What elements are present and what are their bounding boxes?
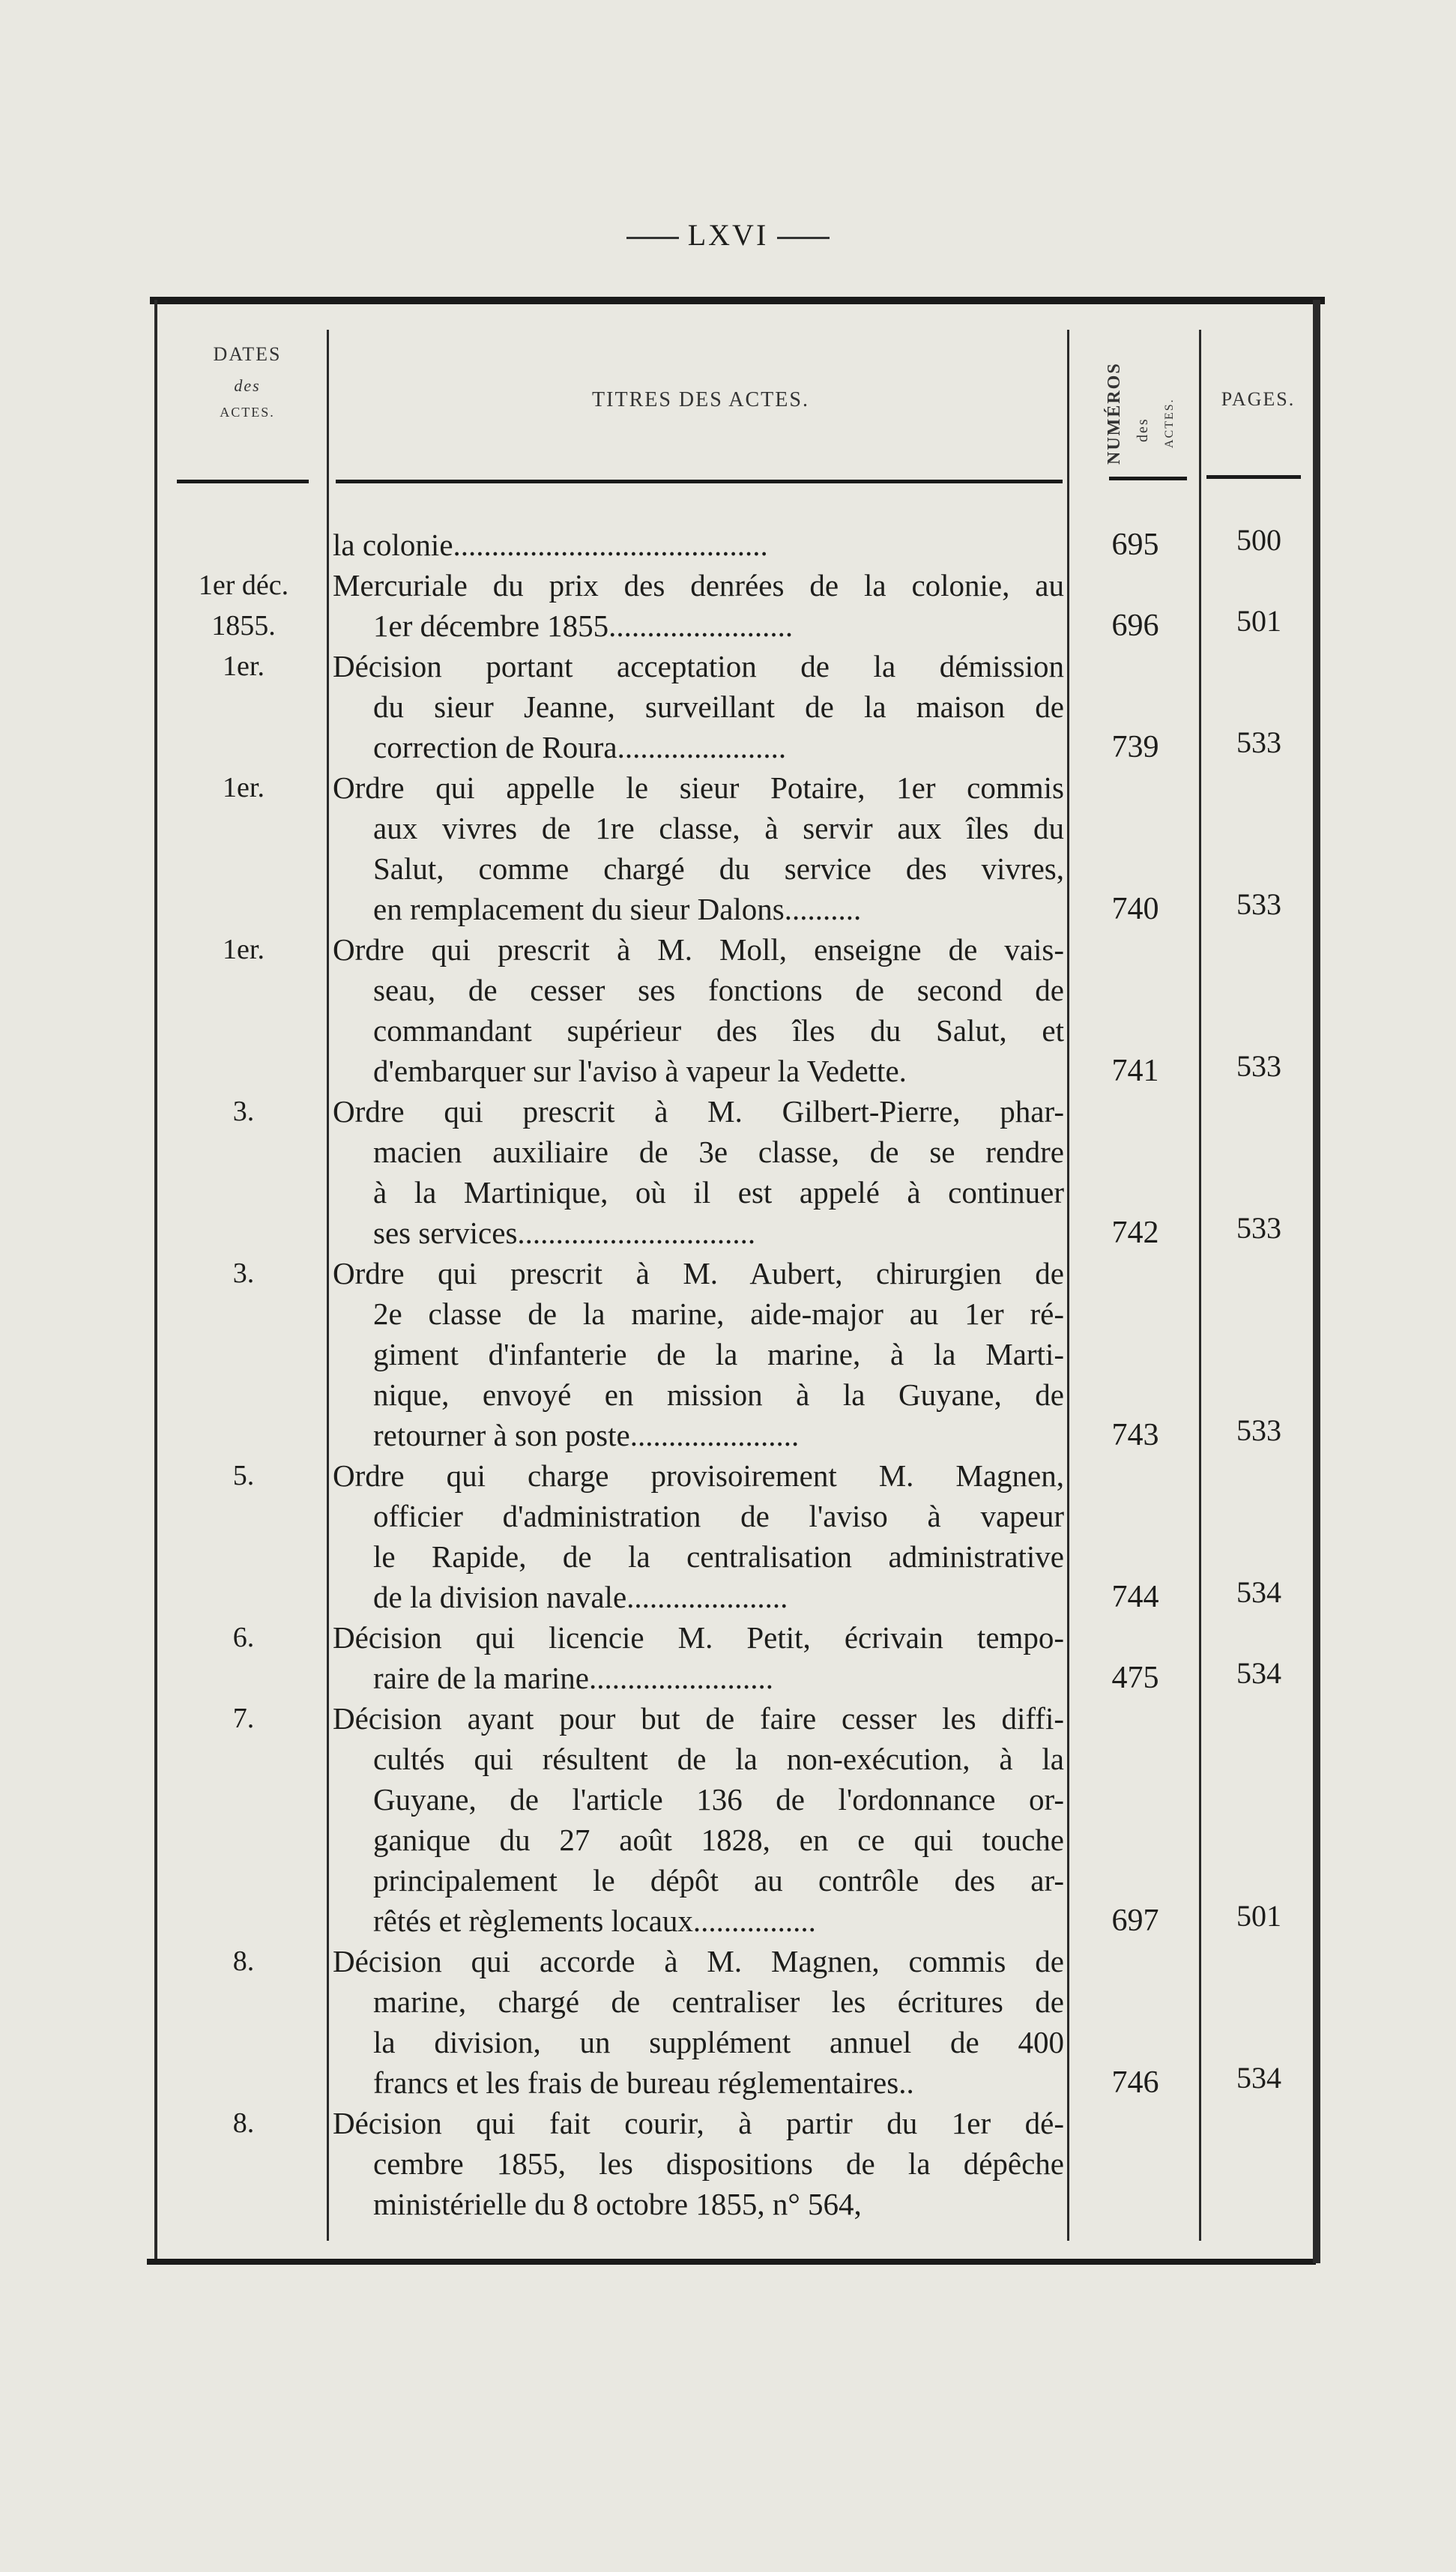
right-border: [1313, 300, 1320, 2263]
divider-numero-page: [1199, 330, 1201, 2241]
page-number: LXVI: [687, 218, 769, 252]
entry-title-line: ministérielle du 8 octobre 1855, n° 564,: [373, 2187, 862, 2221]
entry-page: 534: [1236, 1656, 1281, 1690]
entry-title-line: Décision qui accorde à M. Magnen, commis de: [333, 1944, 1064, 1978]
header-dash-left: [626, 237, 679, 239]
entry-date: 8.: [232, 2107, 255, 2139]
entry-date: 1er.: [223, 772, 265, 803]
page-header: [0, 217, 1456, 253]
entry-page: 534: [1236, 2061, 1281, 2095]
entry-title-line: correction de Roura......................: [373, 730, 787, 764]
column-header-pages: PAGES.: [1221, 388, 1296, 410]
entry-date: 7.: [232, 1703, 255, 1734]
entry-title-line: marine, chargé de centraliser les écritures de: [373, 1984, 1064, 2019]
underline-dates: [177, 480, 309, 483]
entry-title-line: d'embarquer sur l'aviso à vapeur la Vedette.: [373, 1054, 907, 1088]
entry-title-line: cembre 1855, les dispositions de la dépêche: [373, 2146, 1064, 2181]
entry-title-line: Ordre qui prescrit à M. Gilbert-Pierre, phar-: [333, 1094, 1064, 1129]
entry-title-line: seau, de cesser ses fonctions de second de: [373, 973, 1064, 1007]
entry-numero: 746: [1111, 2065, 1159, 2100]
entry-title-line: raire de la marine........................: [373, 1661, 773, 1695]
entry-title-line: Guyane, de l'article 136 de l'ordonnance or-: [373, 1782, 1064, 1817]
entry-title-line: Décision qui fait courir, à partir du 1er dé-: [333, 2106, 1064, 2140]
entry-numero: 695: [1111, 528, 1159, 562]
entry-page: 501: [1236, 1899, 1281, 1933]
divider-date-title: [327, 330, 329, 2241]
divider-title-numero: [1067, 330, 1069, 2241]
entry-title-line: le Rapide, de la centralisation administrative: [373, 1539, 1064, 1574]
entry-title-line: cultés qui résultent de la non-exécution, à la: [373, 1742, 1064, 1776]
column-header-titles: TITRES DES ACTES.: [592, 388, 809, 411]
entry-title-line: Décision ayant pour but de faire cesser les diffi-: [333, 1701, 1064, 1736]
header-numeros-line2: des: [1135, 417, 1151, 442]
entry-title-line: Décision portant acceptation de la démission: [333, 649, 1064, 683]
entry-title-line: Salut, comme chargé du service des vivres,: [373, 851, 1064, 886]
header-dash-right: [777, 237, 830, 239]
entry-numero: 741: [1111, 1054, 1159, 1088]
entry-numero: 742: [1111, 1216, 1159, 1250]
header-numeros-line1: NUMÉROS: [1105, 362, 1124, 465]
underline-numeros: [1109, 477, 1187, 480]
entry-numero: 475: [1111, 1661, 1159, 1695]
entry-page: 533: [1236, 1413, 1281, 1447]
entry-date: 8.: [232, 1945, 255, 1977]
entry-title-line: Ordre qui prescrit à M. Moll, enseigne de vais-: [333, 932, 1064, 967]
underline-pages: [1206, 475, 1301, 479]
column-header-numeros: [1085, 330, 1190, 472]
entry-title-line: Mercuriale du prix des denrées de la colonie, au: [333, 568, 1064, 603]
top-border: [150, 297, 1325, 304]
entry-title-line: la colonie.........................................: [333, 528, 768, 562]
entry-title-line: Ordre qui appelle le sieur Potaire, 1er commis: [333, 770, 1064, 805]
entry-title-line: officier d'administration de l'aviso à vapeur: [373, 1499, 1064, 1533]
entry-title-line: rêtés et règlements locaux................: [373, 1904, 816, 1938]
entry-title-line: 1er décembre 1855........................: [373, 609, 794, 643]
entry-title-line: francs et les frais de bureau réglementaires..: [373, 2065, 914, 2100]
header-dates-line2: des: [234, 376, 261, 395]
entry-title-line: aux vivres de 1re classe, à servir aux îles du: [373, 811, 1064, 845]
entry-title-line: Ordre qui charge provisoirement M. Magnen,: [333, 1458, 1064, 1493]
entry-title-line: Ordre qui prescrit à M. Aubert, chirurgien de: [333, 1256, 1064, 1290]
entry-page: 533: [1236, 1049, 1281, 1083]
entry-title-line: commandant supérieur des îles du Salut, et: [373, 1013, 1064, 1048]
entry-numero: 697: [1111, 1904, 1159, 1938]
entry-date: 1er.: [223, 650, 265, 682]
underline-titles: [336, 480, 1063, 483]
entry-date: 6.: [232, 1622, 255, 1653]
entry-title-line: en remplacement du sieur Dalons..........: [373, 892, 862, 926]
entry-date: 3.: [232, 1096, 255, 1127]
entry-title-line: ses services...............................: [373, 1216, 756, 1250]
entry-title-line: macien auxiliaire de 3e classe, de se rendre: [373, 1135, 1064, 1169]
entry-numero: 739: [1111, 730, 1159, 764]
entry-page: 533: [1236, 887, 1281, 921]
entry-title-line: Décision qui licencie M. Petit, écrivain tempo-: [333, 1620, 1064, 1655]
entry-page: 533: [1236, 1211, 1281, 1245]
entry-title-line: du sieur Jeanne, surveillant de la maison de: [373, 689, 1064, 724]
entry-numero: 744: [1111, 1580, 1159, 1614]
entry-page: 533: [1236, 725, 1281, 759]
entry-date: 1er déc. 1855.: [198, 570, 289, 642]
column-header-dates: [180, 343, 315, 420]
entry-numero: 743: [1111, 1418, 1159, 1452]
entry-title-line: retourner à son poste......................: [373, 1418, 800, 1452]
entry-date: 1er.: [223, 934, 265, 965]
entry-title-line: ganique du 27 août 1828, en ce qui touche: [373, 1823, 1064, 1857]
entry-page: 500: [1236, 523, 1281, 557]
entry-title-line: giment d'infanterie de la marine, à la Marti-: [373, 1337, 1064, 1371]
header-dates-line3: ACTES.: [220, 405, 275, 420]
header-dates-line1: DATES: [213, 343, 282, 365]
entry-numero: 740: [1111, 892, 1159, 926]
left-border: [154, 300, 157, 2259]
entry-page: 534: [1236, 1575, 1281, 1609]
header-numeros-line3: ACTES.: [1163, 398, 1176, 448]
entry-page: 501: [1236, 604, 1281, 638]
entry-date: 5.: [232, 1460, 255, 1491]
entry-title-line: la division, un supplément annuel de 400: [373, 2025, 1064, 2059]
entry-title-line: de la division navale.....................: [373, 1580, 788, 1614]
entry-numero: 696: [1111, 609, 1159, 643]
entry-title-line: principalement le dépôt au contrôle des ar-: [373, 1863, 1064, 1898]
entry-title-line: à la Martinique, où il est appelé à continuer: [373, 1175, 1064, 1210]
entry-date: 3.: [232, 1258, 255, 1289]
entry-title-line: 2e classe de la marine, aide-major au 1er ré-: [373, 1296, 1064, 1331]
entry-title-line: nique, envoyé en mission à la Guyane, de: [373, 1377, 1064, 1412]
bottom-border: [147, 2259, 1316, 2265]
